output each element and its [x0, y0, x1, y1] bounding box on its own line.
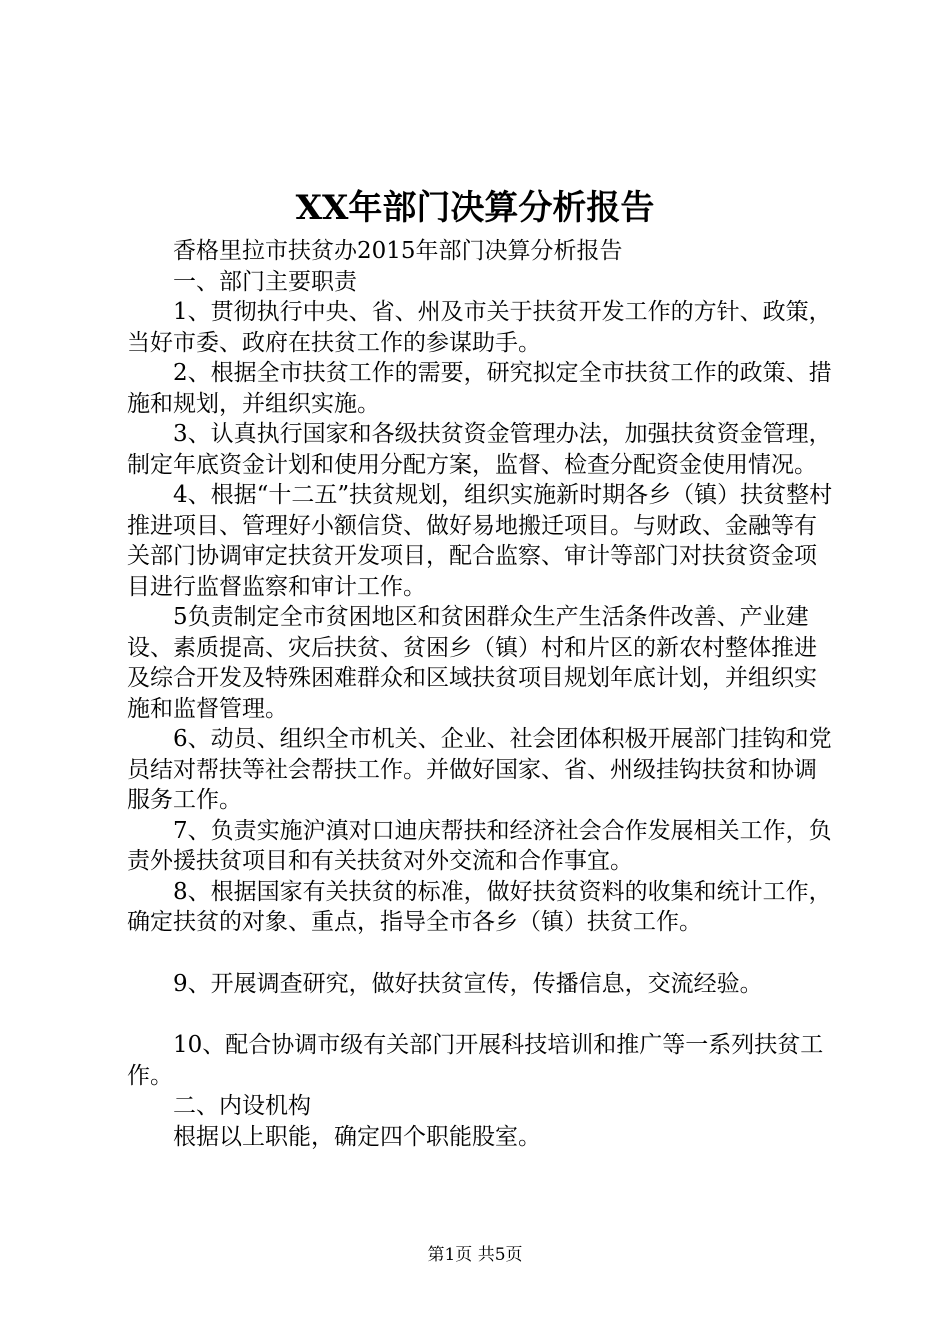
duty-item-4: 4、根据“十二五”扶贫规划，组织实施新时期各乡（镇）扶贫整村推进项目、管理好小额信贷、做好易地搬迁项目。与财政、金融等有关部门协调审定扶贫开发项目，配合监察、审计等部门对扶贫资金项目进行监督监察和审计工作。: [127, 482, 833, 600]
duty-item-7: 7、负责实施沪滇对口迪庆帮扶和经济社会合作发展相关工作，负责外援扶贫项目和有关扶贫对外交流和合作事宜。: [127, 817, 832, 874]
duty-item-9: 9、开展调查研究，做好扶贫宣传，传播信息，交流经验。: [173, 970, 763, 997]
subtitle-line: 香格里拉市扶贫办2015年部门决算分析报告: [173, 238, 623, 264]
structure-text: 根据以上职能，确定四个职能股室。: [173, 1123, 541, 1150]
page-footer: [0, 1243, 950, 1267]
page-number: 第1页: [427, 1245, 473, 1265]
duty-item-10: 10、配合协调市级有关部门开展科技培训和推广等一系列扶贫工作。: [127, 1032, 824, 1089]
duty-item-1: 1、贯彻执行中央、省、州及市关于扶贫开发工作的方针、政策，当好市委、政府在扶贫工作的参谋助手。: [127, 299, 832, 356]
duty-item-8: 8、根据国家有关扶贫的标准，做好扶贫资料的收集和统计工作，确定扶贫的对象、重点，指导全市各乡（镇）扶贫工作。: [127, 878, 832, 935]
page-total: 共5页: [477, 1245, 523, 1265]
duty-item-3: 3、认真执行国家和各级扶贫资金管理办法，加强扶贫资金管理，制定年底资金计划和使用分配方案，监督、检查分配资金使用情况。: [127, 421, 832, 478]
section-heading-duties: 一、部门主要职责: [173, 268, 357, 295]
duty-item-6: 6、动员、组织全市机关、企业、社会团体积极开展部门挂钩和党员结对帮扶等社会帮扶工作。并做好国家、省、州级挂钩扶贫和协调服务工作。: [127, 726, 832, 813]
document-body: [127, 236, 833, 1152]
duty-item-5: 5负责制定全市贫困地区和贫困群众生产生活条件改善、产业建设、素质提高、灾后扶贫、贫困乡（镇）村和片区的新农村整体推进及综合开发及特殊困难群众和区域扶贫项目规划年底计划，并组织实施和监督管理。: [127, 604, 817, 722]
section-heading-structure: 二、内设机构: [173, 1093, 311, 1119]
document-title: XX年部门决算分析报告: [295, 188, 655, 228]
duty-item-2: 2、根据全市扶贫工作的需要，研究拟定全市扶贫工作的政策、措施和规划，并组织实施。: [127, 360, 832, 417]
